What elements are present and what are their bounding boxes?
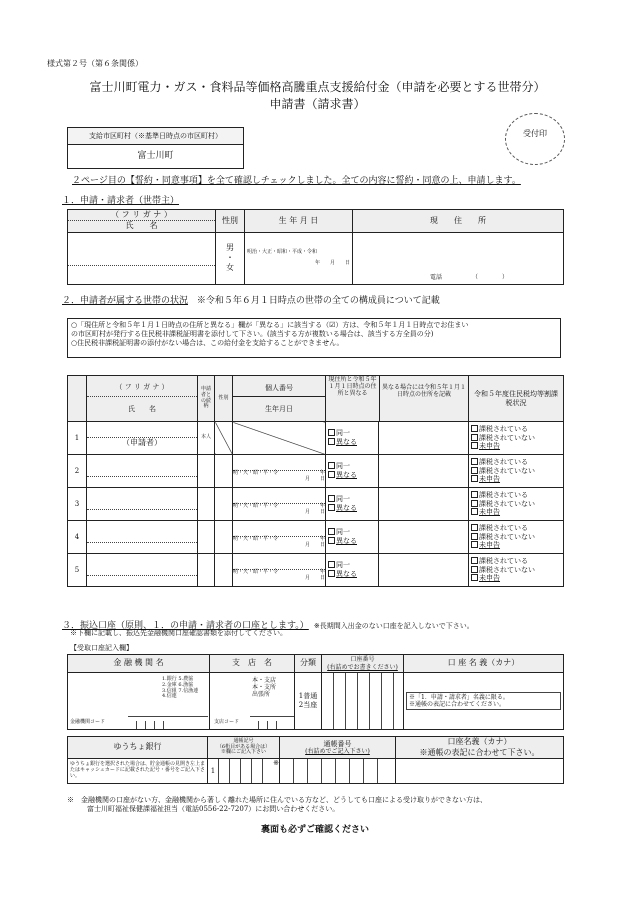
prior-address-cell[interactable] (379, 422, 469, 455)
member-row (68, 455, 564, 488)
year-label: 年 (319, 569, 325, 576)
category-cell[interactable] (295, 673, 322, 730)
s3-heading-note: ※長期間入出金のない口座を記入しないで下さい。 (313, 622, 474, 630)
id-birth-cell[interactable] (233, 455, 326, 488)
male-option: 男 (226, 242, 234, 252)
member-name-label: 氏 名 (128, 405, 156, 414)
member-birth-label: 生年月日 (265, 404, 293, 413)
form-title: 富士川町電力・ガス・食料品等価格高騰重点支援給付金（申請を必要とする世帯分） (89, 80, 546, 94)
same-option: 同一 (336, 561, 350, 570)
yucho-number-cell[interactable] (280, 759, 396, 784)
taxed-option: 課税されている (479, 490, 529, 499)
taxed-option: 課税されている (479, 457, 529, 466)
bank-name-cell[interactable] (68, 673, 210, 730)
month-day-label: 月 日 (304, 542, 325, 548)
era-options: 明・大・昭・平・令 (233, 503, 279, 510)
tax-status-cell[interactable] (469, 554, 564, 587)
diff-option: 異なる (336, 471, 357, 479)
receipt-stamp: 受付印 (505, 113, 565, 165)
branch-type-item: 出張所 (252, 691, 271, 699)
s2-note2: の市区町村が発行する住民税非課税証明書を添付して下さい。(該当する方が複数いる場合は、該当する方全員の分) (71, 329, 434, 338)
bank-type-item: 3.信組 (162, 687, 177, 694)
member-row (68, 422, 564, 455)
branch-name-header: 支 店 名 (210, 655, 295, 673)
female-option: 女 (226, 263, 234, 273)
member-name-cell[interactable] (87, 422, 198, 455)
holder-header: 口 座 名 義（カナ） (404, 655, 564, 673)
yucho-symbol-cell[interactable] (208, 759, 280, 784)
address-diff-label: 現住所と令和５年１月１日時点の住所と異なる (326, 376, 380, 421)
applicant-name-cell[interactable] (68, 232, 216, 284)
relation-cell[interactable] (198, 521, 215, 554)
bank-type-list (162, 677, 210, 700)
tax-status-cell[interactable] (469, 422, 564, 455)
same-option: 同一 (336, 528, 350, 537)
branch-type-item: 本・支所 (252, 684, 277, 692)
era-options: 明・大・昭・平・令 (233, 536, 279, 543)
form-subtitle: 申請書（請求書） (269, 97, 366, 111)
member-name-cell[interactable] (87, 554, 198, 587)
yucho-symbol-note: （6桁目がある場合は） (216, 743, 271, 750)
s3-note: ※下欄に記載し、振込先金融機関口座確認書類を添付してください。 (70, 629, 287, 637)
birth-header: 生 年 月 日 (245, 210, 353, 233)
id-birth-cell (233, 422, 326, 455)
member-furigana-label: （ フ リ ガ ナ ） (87, 383, 197, 397)
member-row (68, 554, 564, 587)
prior-address-cell[interactable] (379, 521, 469, 554)
bank-type-item: 2.金庫 (162, 681, 177, 688)
yucho-symbol-header (208, 737, 280, 759)
account-no-label: 口座番号 (350, 656, 375, 664)
applicant-label: （申請者） (122, 438, 162, 448)
undeclared-option: 未申告 (479, 574, 501, 583)
month-day-label: 月 日 (304, 575, 325, 581)
s2-heading: ２．申請者が属する世帯の状況 (62, 296, 189, 306)
untaxed-option: 課税されていない (479, 433, 536, 442)
holder-notes (406, 692, 561, 710)
relation-cell: 本人 (198, 422, 215, 455)
municipality-value: 富士川町 (137, 151, 174, 161)
member-name-header (87, 376, 198, 422)
row-number: 3 (68, 488, 87, 521)
applicant-table (67, 209, 564, 285)
taxed-option: 課税されている (479, 523, 529, 532)
phone-paren: （ ） (471, 273, 508, 281)
era-options: 明・大・昭・平・令 (233, 470, 279, 477)
row-number: 1 (68, 422, 87, 455)
yucho-holder-note: ※通帳の表記に合わせて下さい。 (419, 747, 540, 757)
diff-option: 異なる (336, 570, 357, 578)
municipality-label: 支給市区町村（※基準日時点の市区町村） (68, 128, 243, 145)
bank-code-boxes[interactable] (128, 716, 208, 729)
month-day-label: 月 日 (304, 476, 325, 482)
id-birth-cell[interactable] (233, 521, 326, 554)
s3-heading: ３．振込口座（原則、１．の申請・請求者の口座とします。） (62, 621, 309, 631)
branch-name-cell[interactable] (210, 673, 295, 730)
footer-note2: 富士川町福祉保健課福祉担当（電話0556-22-7207）にお問い合わせください。 (87, 804, 340, 813)
footer-note (67, 796, 567, 814)
prior-address-cell[interactable] (379, 455, 469, 488)
same-option: 同一 (336, 495, 350, 504)
type-option: 1普通 (298, 692, 318, 701)
undeclared-option: 未申告 (479, 541, 501, 550)
member-name-cell[interactable] (87, 488, 198, 521)
yucho-number-label: 通帳番号 (323, 739, 352, 748)
member-sex-cell (215, 422, 233, 455)
yucho-symbol-note2: ※欄にご記入下さい (220, 749, 266, 756)
year-label: 年 (319, 536, 325, 543)
untaxed-option: 課税されていない (479, 565, 536, 574)
member-sex-cell[interactable] (215, 455, 233, 488)
bank-type-item: 7.信漁連 (178, 687, 199, 694)
footer-note1: ※ 金融機関の口座がない方、金融機関から著しく離れた場所に住んでいる方など、どうしても口座による受け取りができない方は、 (67, 796, 487, 804)
taxed-option: 課税されている (479, 424, 529, 433)
relation-cell[interactable] (198, 488, 215, 521)
account-no-header (322, 655, 404, 673)
account-no-note: (右詰めでお書きください) (327, 663, 398, 671)
row-number: 2 (68, 455, 87, 488)
personal-number-label: 個人番号 (233, 384, 325, 397)
member-sex-cell[interactable] (215, 488, 233, 521)
row-no-header (68, 376, 87, 422)
era-options: 明・大・昭・平・令 (233, 569, 279, 576)
taxed-option: 課税されている (479, 556, 529, 565)
bank-table (67, 654, 564, 730)
bank-type-item: 4.信連 (162, 693, 177, 700)
undeclared-option: 未申告 (479, 442, 501, 451)
year-label: 年 (319, 470, 325, 477)
applicant-name-header (68, 210, 216, 233)
account-no-cell[interactable] (322, 673, 404, 730)
address-diff-cell[interactable] (326, 488, 379, 521)
untaxed-option: 課税されていない (479, 499, 536, 508)
entry-label: 【受取口座記入欄】 (70, 644, 133, 652)
undeclared-option: 未申告 (479, 475, 501, 484)
ymd-label: 年 月 日 (314, 260, 350, 267)
confirm-statement: ２ページ目の【誓約・同意事項】を全て確認しチェックしました。全ての内容に誓約・同意の上、申請します。 (72, 176, 521, 186)
s2-note3: ○住民税非課税証明書の添付がない場合は、この給付金を支給することができません。 (71, 338, 344, 347)
s2-heading-note: ※令和５年６月１日時点の世帯の全ての構成員について記載 (196, 296, 440, 306)
type-option: 2当座 (298, 701, 318, 709)
s2-notes (67, 318, 561, 358)
member-name-cell[interactable] (87, 455, 198, 488)
member-sex-cell[interactable] (215, 554, 233, 587)
s1-heading: １．申請・請求者（世帯主） (62, 196, 180, 206)
diff-option: 異なる (336, 504, 357, 512)
untaxed-option: 課税されていない (479, 532, 536, 541)
yucho-number-header (280, 737, 396, 759)
yucho-table (67, 736, 564, 784)
holder-cell[interactable] (404, 673, 564, 730)
back-notice: 裏面も必ずご確認ください (260, 825, 369, 835)
address-diff-cell[interactable] (326, 521, 379, 554)
address-diff-header (326, 376, 469, 422)
birth-cell[interactable] (245, 232, 353, 284)
same-option: 同一 (336, 462, 350, 471)
address-header: 現 住 所 (353, 210, 564, 233)
form-number: 様式第２号（第６条関係） (47, 59, 143, 68)
sex-separator: ・ (226, 253, 234, 263)
member-sex-header: 性別 (215, 376, 233, 422)
member-row (68, 521, 564, 554)
household-table (67, 375, 564, 587)
month-day-label: 月 日 (304, 509, 325, 515)
relation-cell[interactable] (198, 554, 215, 587)
bank-type-item: 1.銀行 (162, 676, 177, 682)
address-diff-cell[interactable] (326, 422, 379, 455)
bank-type-item: 6.漁協 (178, 681, 194, 688)
tax-status-cell[interactable] (469, 455, 564, 488)
branch-type-list (252, 677, 276, 699)
s2-heading-line (62, 296, 440, 308)
holder-note2: ※通帳の表記に合わせてください。 (409, 701, 506, 708)
address-diff-cell[interactable] (326, 455, 379, 488)
yucho-number-note: (右詰めでご記入下さい) (305, 748, 370, 756)
prior-address-cell[interactable] (379, 488, 469, 521)
diff-option: 異なる (336, 438, 357, 446)
branch-code-boxes[interactable] (250, 716, 294, 729)
tax-status-cell[interactable] (469, 488, 564, 521)
row-number: 4 (68, 521, 87, 554)
row-number: 5 (68, 554, 87, 587)
tax-status-header: 令和５年度住民税均等割課税状況 (469, 376, 564, 422)
era-options: 明治・大正・昭和・平成・令和 (247, 248, 318, 255)
year-label: 年 (319, 503, 325, 510)
address-diff-cell[interactable] (326, 554, 379, 587)
yucho-asterisk: ※ (273, 759, 279, 767)
sex-header: 性別 (216, 210, 245, 233)
branch-code-label: 支店コード (214, 719, 240, 726)
member-sex-cell[interactable] (215, 521, 233, 554)
relation-cell[interactable] (198, 455, 215, 488)
prior-address-cell[interactable] (379, 554, 469, 587)
id-birth-cell[interactable] (233, 554, 326, 587)
member-name-cell[interactable] (87, 521, 198, 554)
yucho-header: ゆうちょ銀行 (68, 737, 208, 759)
address-cell[interactable] (353, 232, 564, 284)
sex-cell[interactable] (216, 232, 245, 284)
relation-header: 申請者との続柄 (198, 376, 215, 422)
diff-option: 異なる (336, 537, 357, 545)
untaxed-option: 課税されていない (479, 466, 536, 475)
name-label: 氏 名 (125, 221, 158, 231)
branch-type-item: 本・支店 (252, 677, 277, 684)
bank-name-header: 金 融 機 関 名 (68, 655, 210, 673)
undeclared-option: 未申告 (479, 508, 501, 517)
yucho-holder-cell[interactable] (396, 759, 564, 784)
holder-note1: ※「1．申請・請求者」名義に限る。 (409, 693, 509, 701)
yucho-holder-label: 口座名義（カナ） (447, 737, 512, 747)
member-row (68, 488, 564, 521)
furigana-label: （ フ リ ガ ナ ） (68, 210, 215, 221)
yucho-symbol-label: 通帳記号 (233, 737, 254, 744)
category-header: 分類 (295, 655, 322, 673)
id-birth-header (233, 376, 326, 422)
yucho-holder-header (396, 737, 564, 759)
same-option: 同一 (336, 429, 350, 438)
municipality-box (67, 127, 244, 169)
prior-address-label: 異なる場合には令和５年１月１日時点の住所を記載 (382, 384, 467, 399)
yucho-description: ゆうちょ銀行を選択された場合は、貯金通帳の見開き左上またはキャッシュカードに記載された記号・番号をご記入下さい。 (68, 759, 208, 784)
id-birth-cell[interactable] (233, 488, 326, 521)
bank-type-item: 5.農協 (178, 676, 194, 682)
tax-status-cell[interactable] (469, 521, 564, 554)
phone-label: 電話 (430, 273, 443, 281)
bank-code-label: 金融機関コード (70, 719, 106, 726)
s2-note1: ○「現住所と令和５年１月１日時点の住所と異なる」欄が「異なる」に該当する（☑）方は、令和５年１月１日時点でお住まい (71, 321, 469, 329)
yucho-fixed-digit: 1 (208, 759, 219, 783)
